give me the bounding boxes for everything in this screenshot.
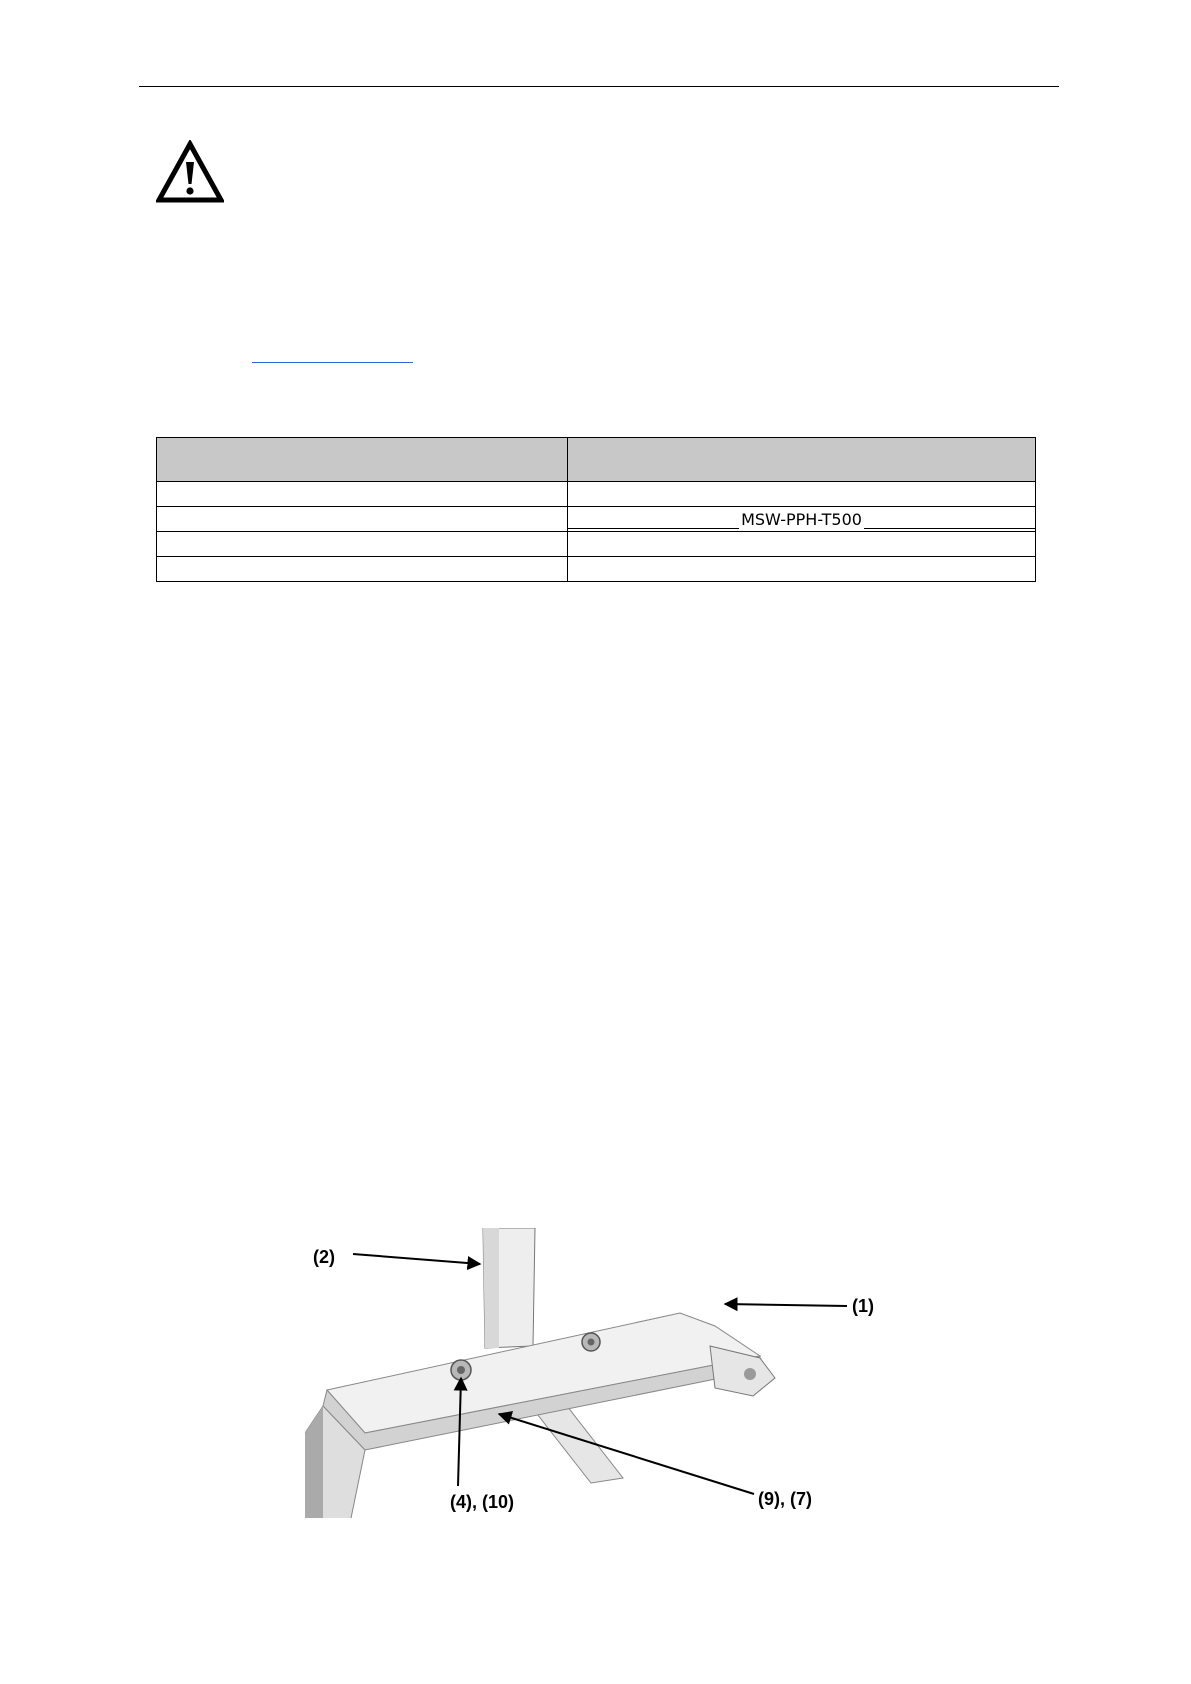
table-cell (568, 482, 1036, 507)
table-row (157, 507, 1036, 532)
callout-arrow-9-7 (499, 1414, 754, 1494)
table-row (157, 557, 1036, 582)
warning-triangle-icon (156, 140, 224, 204)
table-cell (568, 557, 1036, 582)
table-cell (157, 557, 568, 582)
callout-label-1: (1) (852, 1296, 874, 1316)
header-rule (139, 86, 1059, 87)
stand-assembly-figure (305, 1228, 905, 1518)
hyperlink-underline[interactable] (252, 362, 413, 363)
spec-table (156, 437, 1036, 582)
table-cell (157, 532, 568, 557)
stand-base-illustration (305, 1228, 775, 1518)
table-row (157, 532, 1036, 557)
callout-arrow-1 (725, 1304, 847, 1306)
callout-label-9-7: (9), (7) (758, 1489, 812, 1509)
table-cell (157, 482, 568, 507)
table-cell (568, 532, 1036, 557)
model-cell (568, 507, 1036, 532)
model-value: MSW-PPH-T500 (741, 510, 862, 529)
fill-line (864, 528, 1035, 529)
table-header-row (157, 438, 1036, 482)
callout-label-2: (2) (313, 1247, 335, 1267)
table-row (157, 482, 1036, 507)
callout-arrow-2 (353, 1254, 480, 1264)
fill-line (568, 528, 739, 529)
table-header-cell (568, 438, 1036, 482)
table-header-cell (157, 438, 568, 482)
callout-label-4-10: (4), (10) (450, 1492, 515, 1512)
table-cell (157, 507, 568, 532)
